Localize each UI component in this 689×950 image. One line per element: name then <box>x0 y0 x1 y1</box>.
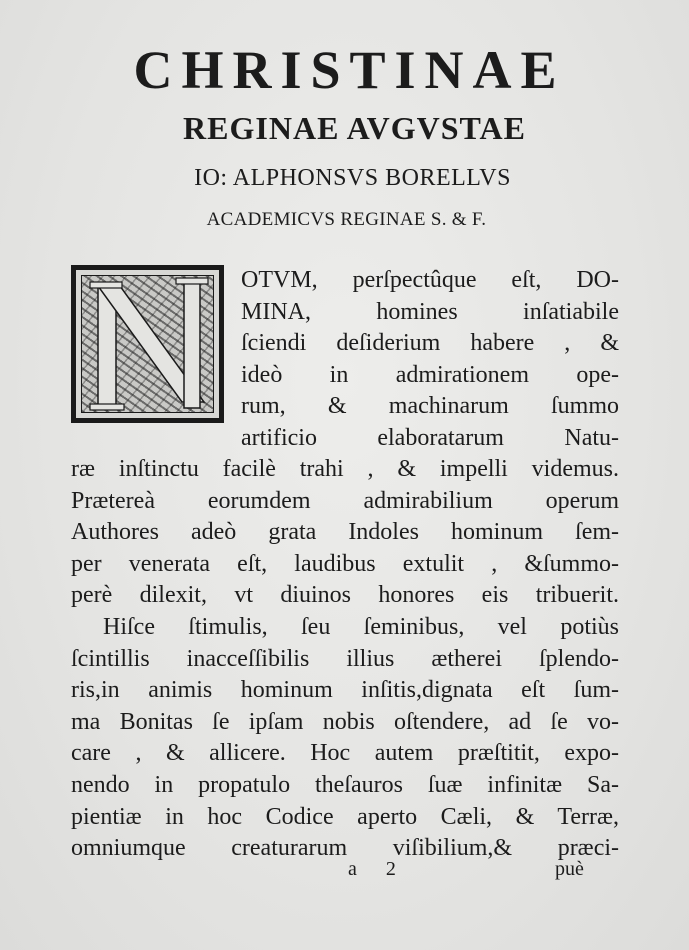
text-line: ris,in animis hominum inſitis,dignata eſt ſum- <box>71 677 619 704</box>
text-line: ſciendi deſiderium habere , & <box>241 330 619 357</box>
catchword: puè <box>555 858 584 880</box>
text-line: nendo in propatulo theſauros ſuæ infinitæ Sa- <box>71 771 619 798</box>
text-line: pientiæ in hoc Codice aperto Cæli, & Terræ, <box>71 803 619 830</box>
dedication-title-reginae-augustae: REGINAE AVGVSTAE <box>183 110 526 146</box>
decorated-initial-n-icon <box>71 265 224 423</box>
text-line: ræ inſtinctu facilè trahi , & impelli videmus. <box>71 456 619 482</box>
body-text-main <box>71 454 619 865</box>
text-line: Prætereà eorumdem admirabilium operum <box>71 487 619 514</box>
signature-mark: a 2 <box>348 858 408 880</box>
text-line: ideò in admirationem ope- <box>241 361 619 388</box>
initial-letter-n-icon <box>76 270 219 418</box>
paragraph-start-line: Hiſce ſtimulis, ſeu ſeminibus, vel potiùs <box>103 613 619 640</box>
text-line: per venerata eſt, laudibus extulit , &ſummo- <box>71 550 619 577</box>
text-line: OTVM, perſpectûque eſt, DO- <box>241 267 619 293</box>
body-text-beside-initial <box>241 265 619 455</box>
text-line: ma Bonitas ſe ipſam nobis oſtendere, ad ſe vo- <box>71 708 619 735</box>
text-line: care , & allicere. Hoc autem præſtitit, expo- <box>71 740 619 767</box>
author-name: IO: ALPHONSVS BORELLVS <box>194 165 511 191</box>
text-line: omniumque creaturarum viſibilium,& præci- <box>71 835 619 862</box>
text-line: ſcintillis inacceſſibilis illius ætherei ſplendo- <box>71 645 619 672</box>
author-title: ACADEMICVS REGINAE S. & F. <box>206 209 487 230</box>
text-line: artificio elaboratarum Natu- <box>241 424 619 451</box>
text-line: rum, & machinarum ſummo <box>241 393 619 420</box>
text-line: MINA, homines inſatiabile <box>241 298 619 325</box>
text-line: perè dilexit, vt diuinos honores eis tribuerit. <box>71 582 619 609</box>
text-line: Authores adeò grata Indoles hominum ſem- <box>71 519 619 546</box>
dedication-title-christinae: CHRISTINAE <box>133 40 566 100</box>
